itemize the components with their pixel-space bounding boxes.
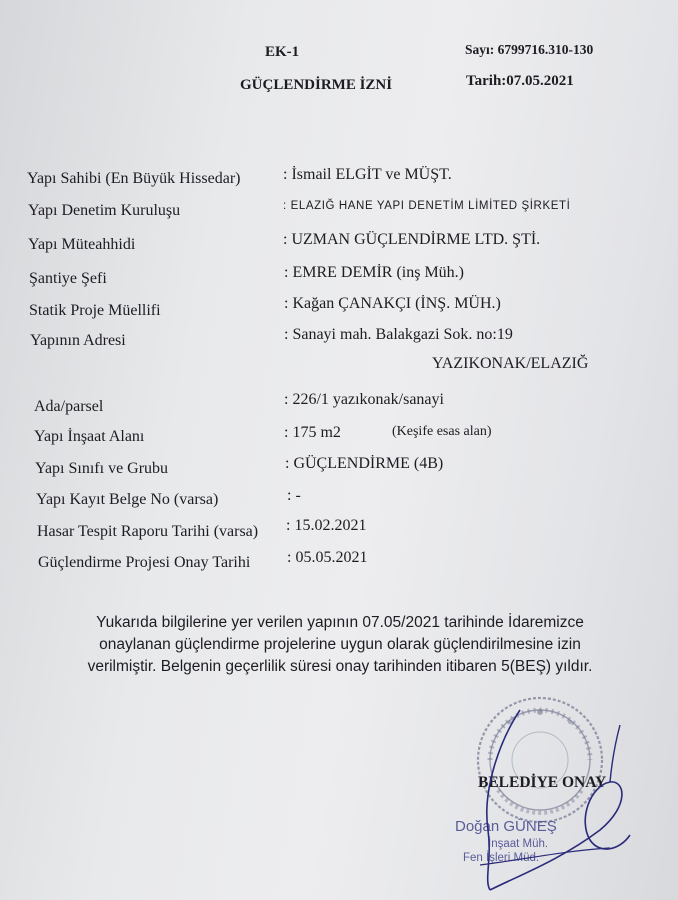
approval-label: BELEDİYE ONAY xyxy=(478,774,607,791)
field-value-registry: : - xyxy=(287,487,301,504)
field-label-site-chief: Şantiye Şefi xyxy=(29,270,107,287)
field-label-inspection-company: Yapı Denetim Kuruluşu xyxy=(28,202,181,219)
page-title: GÜÇLENDİRME İZNİ xyxy=(240,77,393,93)
statement-line-1: Yukarıda bilgilerine yer verilen yapının 07.05/2021 tarihinde İdaremizce xyxy=(96,614,584,631)
field-value-address: : Sanayi mah. Balakgazi Sok. no:19 xyxy=(284,326,513,343)
statement-line-3: verilmiştir. Belgenin geçerlilik süresi onay tarihinden itibaren 5(BEŞ) yıldır. xyxy=(87,658,593,675)
field-value-parcel: : 226/1 yazıkonak/sanayi xyxy=(284,391,444,408)
field-label-class: Yapı Sınıfı ve Grubu xyxy=(35,460,169,477)
field-value-area: : 175 m2 xyxy=(284,424,341,441)
document-number: Sayı: 6799716.310-130 xyxy=(465,42,594,57)
field-value-damage-report: : 15.02.2021 xyxy=(286,517,367,534)
field-label-structural-engineer: Statik Proje Müellifi xyxy=(29,302,161,319)
form-code: EK-1 xyxy=(265,44,300,60)
field-note-area: (Keşife esas alan) xyxy=(392,424,492,439)
field-label-registry: Yapı Kayıt Belge No (varsa) xyxy=(36,491,219,508)
field-value-contractor: : UZMAN GÜÇLENDİRME LTD. ŞTİ. xyxy=(283,231,541,248)
field-value-class: : GÜÇLENDİRME (4B) xyxy=(285,455,444,472)
field-value-address-city: YAZIKONAK/ELAZIĞ xyxy=(432,355,589,372)
field-value-inspection-company: : ELAZIĞ HANE YAPI DENETİM LİMİTED ŞİRKETİ xyxy=(283,200,571,212)
signatory-department: Fen İşleri Müd. xyxy=(463,852,540,864)
field-label-area: Yapı İnşaat Alanı xyxy=(34,428,145,445)
field-value-project-approval: : 05.05.2021 xyxy=(287,549,368,566)
signatory-name: Doğan GÜNEŞ xyxy=(455,818,557,835)
document-date: Tarih:07.05.2021 xyxy=(466,73,574,89)
field-value-structural-engineer: : Kağan ÇANAKÇI (İNŞ. MÜH.) xyxy=(284,295,501,312)
field-value-owner: : İsmail ELGİT ve MÜŞT. xyxy=(283,166,452,183)
field-label-address: Yapının Adresi xyxy=(30,332,126,349)
field-label-contractor: Yapı Müteahhidi xyxy=(28,236,136,253)
statement-line-2: onaylanan güçlendirme projelerine uygun olarak güçlendirilmesine izin xyxy=(99,636,581,653)
handwritten-signature xyxy=(460,700,660,900)
field-value-site-chief: : EMRE DEMİR (inş Müh.) xyxy=(284,264,464,281)
field-label-owner: Yapı Sahibi (En Büyük Hissedar) xyxy=(27,170,241,187)
signatory-title: İnşaat Müh. xyxy=(488,838,549,850)
field-label-damage-report: Hasar Tespit Raporu Tarihi (varsa) xyxy=(37,523,259,540)
field-label-project-approval: Güçlendirme Projesi Onay Tarihi xyxy=(38,554,251,571)
field-label-parcel: Ada/parsel xyxy=(34,398,104,415)
